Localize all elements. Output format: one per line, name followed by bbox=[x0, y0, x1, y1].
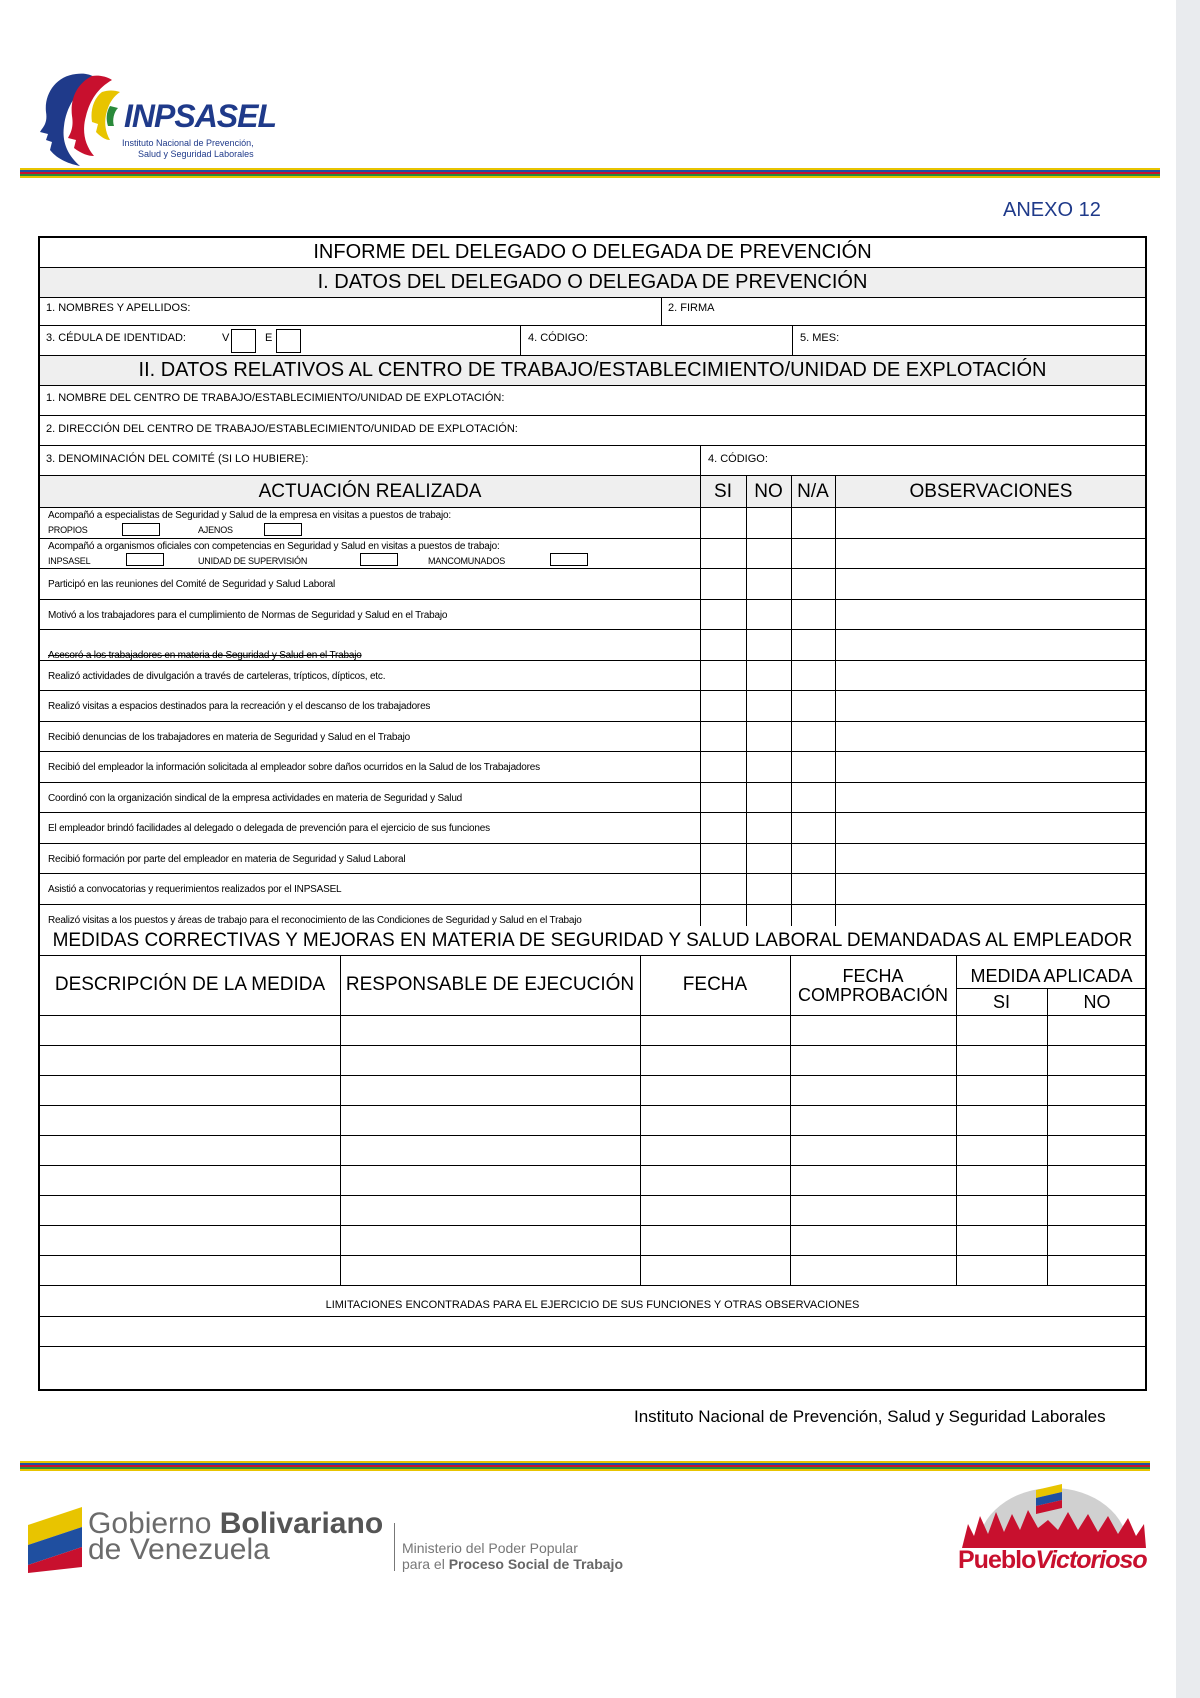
na-cell[interactable] bbox=[792, 569, 835, 599]
medida-row[interactable] bbox=[40, 1106, 1145, 1136]
header-stripes bbox=[20, 168, 1160, 180]
cedula-v-label: V bbox=[222, 332, 230, 344]
no-cell[interactable] bbox=[747, 600, 791, 630]
ministerio-line-2b: Proceso Social de Trabajo bbox=[448, 1556, 623, 1572]
medida-row[interactable] bbox=[40, 1046, 1145, 1076]
observaciones-cell[interactable] bbox=[836, 600, 1145, 630]
observaciones-cell[interactable] bbox=[836, 844, 1145, 874]
si-cell[interactable] bbox=[701, 569, 746, 599]
actuacion-row: Realizó visitas a los puestos y áreas de trabajo para el reconocimiento de las Condiciones de Seguridad y Salud en el Trabajo bbox=[40, 905, 1145, 936]
form-title: INFORME DEL DELEGADO O DELEGADA DE PREVENCIÓN bbox=[40, 238, 1145, 268]
victorioso-word: Victorioso bbox=[1035, 1546, 1147, 1574]
si-cell[interactable] bbox=[701, 752, 746, 782]
field-codigo-2[interactable]: 4. CÓDIGO: bbox=[708, 453, 768, 465]
field-codigo[interactable]: 4. CÓDIGO: bbox=[528, 332, 588, 344]
row-comite bbox=[40, 446, 1145, 476]
actuacion-row-organismos: Acompañó a organismos oficiales con competencias en Seguridad y Salud en visitas a puestos de trabajo: INPSASEL UNIDAD DE SUPERVISIÓN MANCOMUNADOS bbox=[40, 539, 1145, 569]
inpsasel-checkbox[interactable] bbox=[126, 553, 164, 566]
na-cell[interactable] bbox=[792, 600, 835, 630]
actuacion-header: ACTUACIÓN REALIZADA SI NO N/A OBSERVACIONES bbox=[40, 476, 1145, 508]
gob-line-2: de Venezuela bbox=[88, 1533, 270, 1566]
no-cell[interactable] bbox=[747, 752, 791, 782]
actuacion-row: Coordinó con la organización sindical de la empresa actividades en materia de Seguridad y Salud bbox=[40, 783, 1145, 814]
observaciones-cell[interactable] bbox=[836, 874, 1145, 904]
pueblo-victorioso-logo bbox=[958, 1484, 1148, 1580]
report-form bbox=[38, 236, 1147, 1391]
pueblo-word: Pueblo bbox=[958, 1546, 1036, 1574]
limitaciones-line-1[interactable] bbox=[40, 1317, 1145, 1347]
actuacion-row: Recibió denuncias de los trabajadores en materia de Seguridad y Salud en el Trabajo bbox=[40, 722, 1145, 753]
actuacion-row: Participó en las reuniones del Comité de Seguridad y Salud Laboral bbox=[40, 569, 1145, 600]
si-cell[interactable] bbox=[701, 722, 746, 752]
si-cell[interactable] bbox=[701, 630, 746, 660]
si-cell[interactable] bbox=[701, 813, 746, 843]
na-cell[interactable] bbox=[792, 630, 835, 660]
ajenos-checkbox[interactable] bbox=[264, 523, 302, 536]
observaciones-cell[interactable] bbox=[836, 722, 1145, 752]
inpsasel-logo bbox=[36, 68, 276, 168]
section-1-header: I. DATOS DEL DELEGADO O DELEGADA DE PREVENCIÓN bbox=[40, 268, 1145, 298]
actuacion-row: Recibió del empleador la información solicitada al empleador sobre daños ocurridos en la Salud de los Trabajadores bbox=[40, 752, 1145, 783]
section-3-header: MEDIDAS CORRECTIVAS Y MEJORAS EN MATERIA DE SEGURIDAD Y SALUD LABORAL DEMANDADAS AL EMPLEADOR bbox=[40, 926, 1145, 956]
mancomunados-checkbox[interactable] bbox=[550, 553, 588, 566]
na-cell[interactable] bbox=[792, 813, 835, 843]
medida-row[interactable] bbox=[40, 1136, 1145, 1166]
medida-row[interactable] bbox=[40, 1076, 1145, 1106]
observaciones-cell[interactable] bbox=[836, 691, 1145, 721]
na-cell[interactable] bbox=[792, 722, 835, 752]
no-cell[interactable] bbox=[747, 874, 791, 904]
section-2-header: II. DATOS RELATIVOS AL CENTRO DE TRABAJO/ESTABLECIMIENTO/UNIDAD DE EXPLOTACIÓN bbox=[40, 356, 1145, 386]
na-cell[interactable] bbox=[792, 661, 835, 691]
medida-row[interactable] bbox=[40, 1016, 1145, 1046]
na-cell[interactable] bbox=[792, 783, 835, 813]
field-centro[interactable]: 1. NOMBRE DEL CENTRO DE TRABAJO/ESTABLECIMIENTO/UNIDAD DE EXPLOTACIÓN: bbox=[46, 392, 505, 404]
si-cell[interactable] bbox=[701, 600, 746, 630]
observaciones-cell[interactable] bbox=[836, 569, 1145, 599]
na-cell[interactable] bbox=[792, 752, 835, 782]
logo-sub2: Salud y Seguridad Laborales bbox=[138, 149, 254, 159]
row-nombres bbox=[40, 298, 1145, 326]
actuacion-row: Recibió formación por parte del empleador en materia de Seguridad y Salud Laboral bbox=[40, 844, 1145, 875]
gob-word-2: Bolivariano bbox=[219, 1507, 384, 1540]
actuacion-row: Asesoró a los trabajadores en materia de Seguridad y Salud en el Trabajo bbox=[40, 630, 1145, 661]
actuacion-row: Motivó a los trabajadores para el cumplimiento de Normas de Seguridad y Salud en el Trabajo bbox=[40, 600, 1145, 631]
si-cell[interactable] bbox=[701, 661, 746, 691]
medida-row[interactable] bbox=[40, 1256, 1145, 1286]
venezuela-flag-icon bbox=[28, 1507, 82, 1573]
no-cell[interactable] bbox=[747, 722, 791, 752]
gobierno-bolivariano-logo bbox=[28, 1505, 668, 1575]
actuacion-row: El empleador brindó facilidades al delegado o delegada de prevención para el ejercicio de sus funciones bbox=[40, 813, 1145, 844]
no-cell[interactable] bbox=[747, 691, 791, 721]
row-cedula bbox=[40, 326, 1145, 356]
si-cell[interactable] bbox=[701, 691, 746, 721]
unidad-supervision-checkbox[interactable] bbox=[360, 553, 398, 566]
limitaciones-header: LIMITACIONES ENCONTRADAS PARA EL EJERCICIO DE SUS FUNCIONES Y OTRAS OBSERVACIONES bbox=[40, 1286, 1145, 1317]
si-cell[interactable] bbox=[701, 844, 746, 874]
row-centro bbox=[40, 386, 1145, 416]
medida-row[interactable] bbox=[40, 1226, 1145, 1256]
na-cell[interactable] bbox=[792, 874, 835, 904]
anexo-label: ANEXO 12 bbox=[1003, 199, 1101, 221]
logo-name: INPSASEL bbox=[124, 98, 277, 134]
row-direccion bbox=[40, 416, 1145, 446]
propios-checkbox[interactable] bbox=[122, 523, 160, 536]
medidas-header: DESCRIPCIÓN DE LA MEDIDA RESPONSABLE DE EJECUCIÓN FECHA FECHA COMPROBACIÓN MEDIDA APLICADA SI NO bbox=[40, 956, 1145, 1016]
field-nombres[interactable]: 1. NOMBRES Y APELLIDOS: bbox=[46, 302, 191, 314]
no-cell[interactable] bbox=[747, 844, 791, 874]
observaciones-cell[interactable] bbox=[836, 630, 1145, 660]
field-comite[interactable]: 3. DENOMINACIÓN DEL COMITÉ (SI LO HUBIERE): bbox=[46, 453, 309, 465]
field-firma[interactable]: 2. FIRMA bbox=[668, 302, 715, 314]
actuacion-row: Realizó visitas a espacios destinados para la recreación y el descanso de los trabajadores bbox=[40, 691, 1145, 722]
crowd-emblem-icon bbox=[958, 1484, 1148, 1550]
cedula-v-checkbox[interactable] bbox=[231, 329, 256, 353]
cedula-e-checkbox[interactable] bbox=[276, 329, 301, 353]
si-cell[interactable] bbox=[701, 874, 746, 904]
no-cell[interactable] bbox=[747, 813, 791, 843]
no-cell[interactable] bbox=[747, 569, 791, 599]
no-cell[interactable] bbox=[747, 630, 791, 660]
ministerio-line-1: Ministerio del Poder Popular bbox=[402, 1540, 578, 1556]
field-cedula: 3. CÉDULA DE IDENTIDAD: bbox=[46, 332, 186, 344]
cedula-e-label: E bbox=[265, 332, 273, 344]
no-cell[interactable] bbox=[747, 783, 791, 813]
field-mes[interactable]: 5. MES: bbox=[800, 332, 840, 344]
medida-row[interactable] bbox=[40, 1166, 1145, 1196]
observaciones-cell[interactable] bbox=[836, 661, 1145, 691]
logo-sub1: Instituto Nacional de Prevención, bbox=[122, 138, 254, 148]
observaciones-cell[interactable] bbox=[836, 813, 1145, 843]
si-cell[interactable] bbox=[701, 783, 746, 813]
footer-stripes bbox=[20, 1461, 1150, 1473]
actuacion-row: Asistió a convocatorias y requerimientos realizados por el INPSASEL bbox=[40, 874, 1145, 905]
observaciones-cell[interactable] bbox=[836, 752, 1145, 782]
na-cell[interactable] bbox=[792, 844, 835, 874]
gob-word-1: Gobierno bbox=[88, 1507, 212, 1540]
field-direccion[interactable]: 2. DIRECCIÓN DEL CENTRO DE TRABAJO/ESTABLECIMIENTO/UNIDAD DE EXPLOTACIÓN: bbox=[46, 423, 518, 435]
observaciones-cell[interactable] bbox=[836, 783, 1145, 813]
limitaciones-line-2[interactable] bbox=[40, 1347, 1145, 1391]
footer-institute: Instituto Nacional de Prevención, Salud y Seguridad Laborales bbox=[634, 1407, 1106, 1426]
medida-row[interactable] bbox=[40, 1196, 1145, 1226]
actuacion-row-especialistas: Acompañó a especialistas de Seguridad y Salud de la empresa en visitas a puestos de trabajo: PROPIOS AJENOS bbox=[40, 508, 1145, 539]
no-cell[interactable] bbox=[747, 661, 791, 691]
inpsasel-faces-icon bbox=[36, 68, 126, 168]
ministerio-line-2a: para el bbox=[402, 1556, 445, 1572]
actuacion-row: Realizó actividades de divulgación a través de carteleras, trípticos, dípticos, etc. bbox=[40, 661, 1145, 692]
na-cell[interactable] bbox=[792, 691, 835, 721]
